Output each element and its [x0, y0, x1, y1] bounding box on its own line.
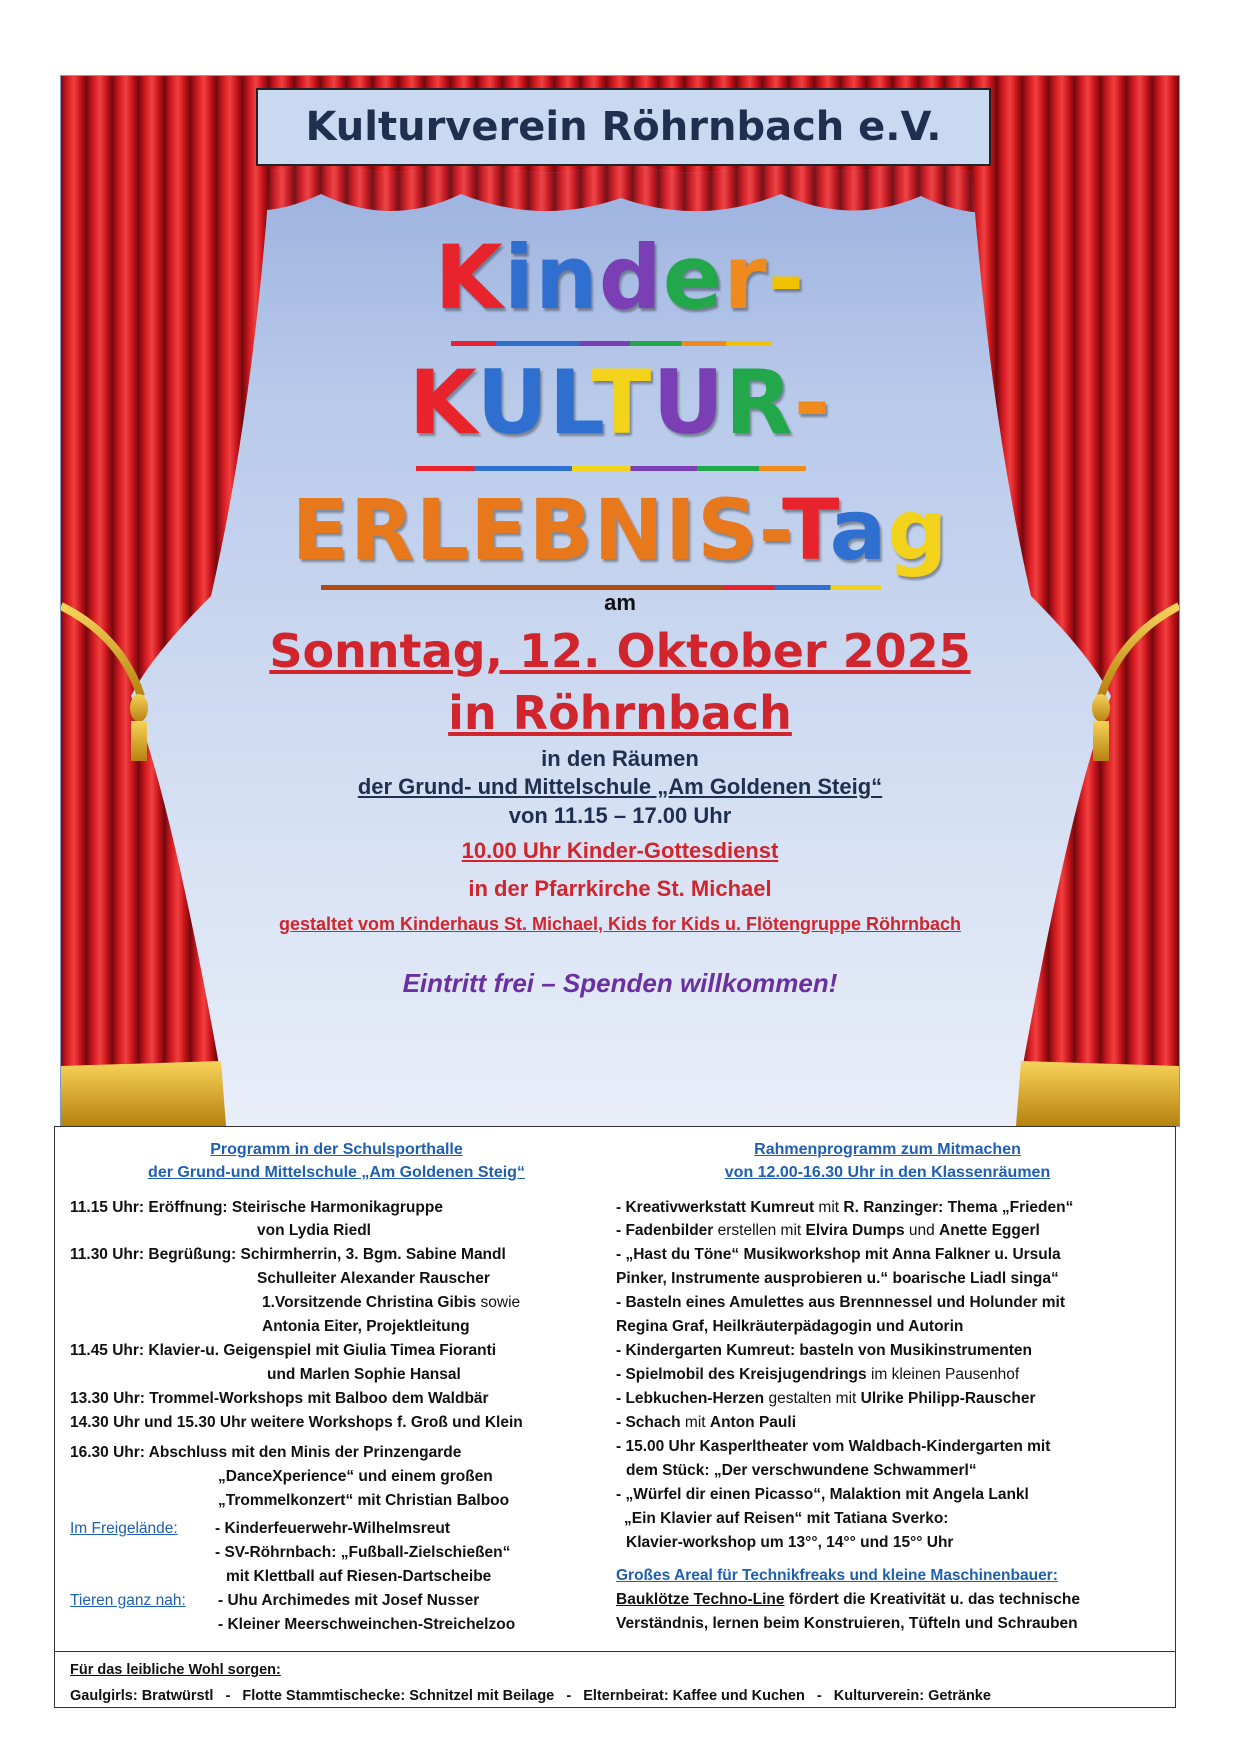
tech-line-2: Verständnis, lernen beim Konstruieren, Tüfteln und Schrauben	[616, 1615, 1078, 1632]
headline-letter: T	[782, 481, 830, 579]
right-row-part: Pinker, Instrumente ausprobieren u.“ boarische Liadl singa“	[616, 1270, 1059, 1287]
headline-letter: U	[652, 351, 725, 454]
headline-letter: -	[767, 226, 806, 329]
tech-line-1	[616, 1590, 1080, 1610]
right-row-part: „Ein Klavier auf Reisen“ mit Tatiana Sverko:	[624, 1510, 949, 1527]
right-row	[616, 1245, 1061, 1265]
headline-letter: g	[887, 481, 949, 579]
right-row-part: - Basteln eines Amulettes aus Brennnessel und Holunder mit	[616, 1294, 1066, 1311]
left-row-part: sowie	[480, 1294, 521, 1311]
right-row-part: - Kreativwerkstatt Kumreut	[616, 1199, 815, 1216]
left-column-heading	[64, 1138, 609, 1184]
left-row: Antonia Eiter, Projektleitung	[262, 1318, 470, 1335]
right-row-part: - Lebkuchen-Herzen	[616, 1390, 765, 1407]
rooms-text: in den Räumen	[541, 746, 699, 771]
freigelaende-link[interactable]: Im Freigelände:	[70, 1520, 178, 1537]
headline-underline-2	[416, 466, 806, 471]
right-row	[616, 1269, 1059, 1289]
tieren-link[interactable]: Tieren ganz nah:	[70, 1592, 186, 1609]
event-place	[61, 686, 1179, 740]
right-row-part: - Schach	[616, 1414, 681, 1431]
right-row-part: erstellen mit	[713, 1222, 806, 1239]
right-row-part: Anette Eggerl	[939, 1222, 1040, 1239]
headline-letter: e	[662, 226, 724, 329]
headline-letter: R	[724, 351, 794, 454]
tech-link[interactable]: Bauklötze Techno-Line	[616, 1591, 785, 1608]
church-text: in der Pfarrkirche St. Michael	[468, 876, 772, 901]
right-row-part: - Fadenbilder	[616, 1222, 714, 1239]
right-row-part: im kleinen Pausenhof	[866, 1366, 1020, 1383]
school-text-inner: der Grund- und Mittelschule „Am Goldenen Steig“	[357, 774, 883, 799]
service-text	[61, 838, 1179, 864]
left-row: - Kleiner Meerschweinchen-Streichelzoo	[218, 1616, 516, 1633]
right-row-part: - Kindergarten Kumreut: basteln von Musikinstrumenten	[616, 1342, 1032, 1359]
headline-letter: n	[535, 226, 599, 329]
am-label: am	[604, 590, 636, 615]
right-row-part: mit	[814, 1199, 844, 1216]
headline-kultur	[61, 351, 1179, 454]
right-row	[616, 1341, 1032, 1361]
left-row: - Uhu Archimedes mit Josef Nusser	[218, 1592, 480, 1609]
right-heading-line1: Rahmenprogramm zum Mitmachen	[754, 1141, 1021, 1158]
club-title: Kulturverein Röhrnbach e.V.	[305, 104, 942, 150]
left-row	[262, 1293, 520, 1313]
left-row: 11.30 Uhr: Begrüßung: Schirmherrin, 3. Bgm. Sabine Mandl	[70, 1246, 506, 1263]
headline-erlebnistag	[61, 481, 1179, 579]
left-heading-line2: der Grund-und Mittelschule „Am Goldenen Steig“	[148, 1164, 525, 1181]
right-row	[616, 1198, 1073, 1218]
food-items: Gaulgirls: Bratwürstl - Flotte Stammtischecke: Schnitzel mit Beilage - Elternbeirat: Kaffee und Kuchen - Kulturverein: Getränke	[70, 1688, 991, 1704]
right-row	[616, 1485, 1029, 1505]
left-row	[70, 1591, 186, 1611]
left-row: Schulleiter Alexander Rauscher	[257, 1270, 490, 1287]
school-text	[61, 774, 1179, 800]
right-row-part: - 15.00 Uhr Kasperltheater vom Waldbach-Kindergarten mit	[616, 1438, 1051, 1455]
headline-letter: U	[476, 351, 549, 454]
right-row-part: Regina Graf, Heilkräuterpädagogin und Autorin	[616, 1318, 964, 1335]
left-row: „Trommelkonzert“ mit Christian Balboo	[218, 1492, 510, 1509]
service-text-inner: 10.00 Uhr Kinder-Gottesdienst	[461, 838, 779, 863]
right-row	[616, 1293, 1065, 1313]
right-row	[616, 1221, 1040, 1241]
tech-text-1: fördert die Kreativität u. das technische	[784, 1591, 1080, 1608]
headline-letter: ERLEBNIS-	[291, 481, 783, 579]
event-place-text: in Röhrnbach	[448, 686, 792, 740]
left-row: 16.30 Uhr: Abschluss mit den Minis der Prinzengarde	[70, 1444, 462, 1461]
right-row-part: - „Würfel dir einen Picasso“, Malaktion mit Angela Lankl	[616, 1486, 1029, 1503]
left-row: 13.30 Uhr: Trommel-Workshops mit Balboo dem Waldbär	[70, 1390, 489, 1407]
headline-letter: -	[793, 351, 832, 454]
right-row-part: Anton Pauli	[709, 1414, 796, 1431]
right-row-part: Ulrike Philipp-Rauscher	[860, 1390, 1036, 1407]
left-row: mit Klettball auf Riesen-Dartscheibe	[226, 1568, 492, 1585]
right-row-part: R. Ranzinger: Thema „Frieden“	[843, 1199, 1074, 1216]
left-row: 14.30 Uhr und 15.30 Uhr weitere Workshops f. Groß und Klein	[70, 1414, 523, 1431]
headline-kinder	[61, 226, 1179, 329]
right-row-part: - „Hast du Töne“ Musikworkshop mit Anna Falkner u. Ursula	[616, 1246, 1061, 1263]
headline-letter: L	[548, 351, 592, 454]
right-row-part: Klavier-workshop um 13°°, 14°° und 15°° Uhr	[626, 1534, 954, 1551]
left-row: 11.15 Uhr: Eröffnung: Steirische Harmonikagruppe	[70, 1199, 443, 1216]
hosted-text	[61, 914, 1179, 935]
title-box	[256, 88, 991, 166]
right-row	[616, 1389, 1036, 1409]
tech-heading[interactable]: Großes Areal für Technikfreaks und kleine Maschinenbauer:	[616, 1567, 1058, 1584]
right-row	[624, 1509, 948, 1529]
right-row	[616, 1365, 1019, 1385]
left-heading-line1: Programm in der Schulsporthalle	[210, 1141, 463, 1158]
left-row: - Kinderfeuerwehr-Wilhelmsreut	[215, 1520, 450, 1537]
right-heading-line2: von 12.00-16.30 Uhr in den Klassenräumen	[724, 1164, 1051, 1181]
left-row	[70, 1519, 178, 1539]
right-row-part: gestalten mit	[764, 1390, 861, 1407]
time-text: von 11.15 – 17.00 Uhr	[508, 803, 732, 828]
headline-letter: T	[591, 351, 653, 454]
event-date-text: Sonntag, 12. Oktober 2025	[269, 624, 971, 678]
right-row-part: und	[904, 1222, 940, 1239]
hosted-text-inner: gestaltet vom Kinderhaus St. Michael, Kids for Kids u. Flötengruppe Röhrnbach	[278, 914, 962, 934]
food-heading: Für das leibliche Wohl sorgen:	[70, 1662, 281, 1678]
headline-letter: K	[434, 226, 504, 329]
headline-letter: a	[829, 481, 888, 579]
right-row-part: dem Stück: „Der verschwundene Schwammerl“	[626, 1462, 977, 1479]
poster-stage	[60, 75, 1180, 1127]
right-row-part: Elvira Dumps	[805, 1222, 905, 1239]
right-row	[626, 1533, 953, 1553]
headline-letter: d	[598, 226, 663, 329]
left-row: 11.45 Uhr: Klavier-u. Geigenspiel mit Giulia Timea Fioranti	[70, 1342, 497, 1359]
event-date	[61, 624, 1179, 678]
right-column-heading	[615, 1138, 1160, 1184]
right-row	[616, 1437, 1050, 1457]
headline-letter: r	[723, 226, 768, 329]
left-row-part: 1.Vorsitzende Christina Gibis	[262, 1294, 477, 1311]
right-row	[626, 1461, 977, 1481]
right-row	[616, 1317, 963, 1337]
left-row: von Lydia Riedl	[257, 1222, 371, 1239]
right-row	[616, 1413, 796, 1433]
right-row-part: mit	[680, 1414, 710, 1431]
left-row: und Marlen Sophie Hansal	[267, 1366, 461, 1383]
headline-letter: i	[503, 226, 536, 329]
headline-letter: K	[408, 351, 477, 454]
entry-text: Eintritt frei – Spenden willkommen!	[402, 968, 838, 998]
left-row: „DanceXperience“ und einem großen	[218, 1468, 493, 1485]
headline-underline-1	[451, 341, 771, 346]
left-row: - SV-Röhrnbach: „Fußball-Zielschießen“	[215, 1544, 511, 1561]
right-row-part: - Spielmobil des Kreisjugendrings	[616, 1366, 867, 1383]
